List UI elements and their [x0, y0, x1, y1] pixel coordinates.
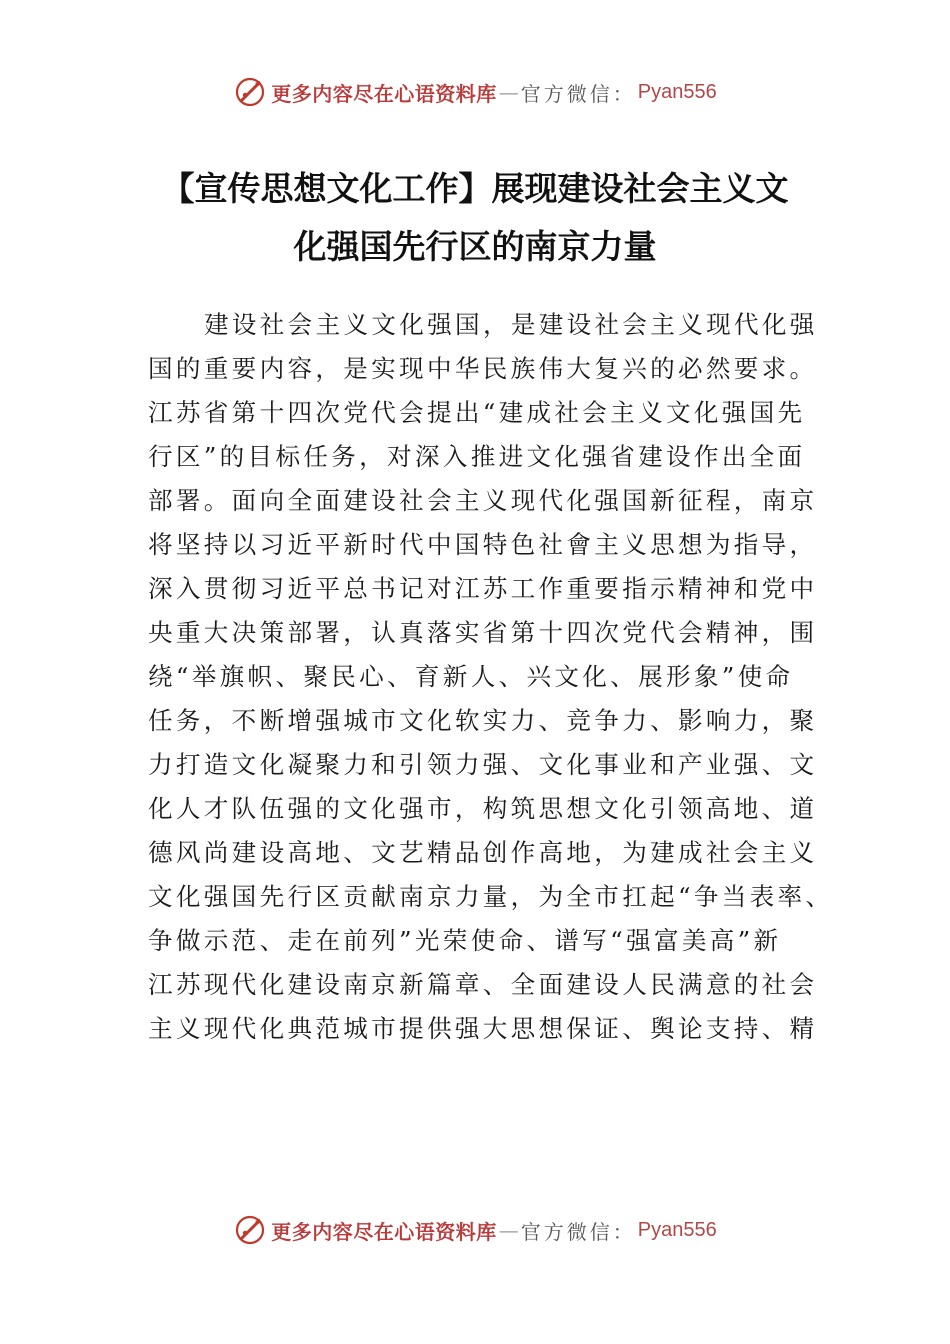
body-line: 力打造文化凝聚力和引领力强、文化事业和产业强、文	[148, 750, 818, 779]
header-brand-text: 更多内容尽在心语资料库	[271, 81, 497, 106]
body-line: 绕“举旗帜、聚民心、育新人、兴文化、展形象”使命	[148, 662, 794, 691]
body-line: 争做示范、走在前列”光荣使命、谱写“强富美高”新	[148, 926, 782, 955]
header-wechat-id: Pyan556	[637, 80, 717, 103]
body-line: 文化强国先行区贡献南京力量，为全市扛起“争当表率、	[148, 882, 834, 911]
body-line: 建设社会主义文化强国，是建设社会主义现代化强	[204, 310, 818, 339]
body-line: 德风尚建设高地、文艺精品创作高地，为建成社会主义	[148, 838, 818, 867]
footer-banner	[0, 1210, 950, 1250]
header-banner	[0, 72, 950, 112]
body-line: 将坚持以习近平新时代中国特色社會主义思想为指导，	[148, 530, 818, 559]
document-title	[100, 160, 850, 276]
pen-circle-logo-icon	[233, 1213, 267, 1247]
footer-separator: —	[498, 1218, 519, 1242]
header-wechat-label: 官方微信：	[520, 81, 636, 106]
footer-brand-text: 更多内容尽在心语资料库	[271, 1219, 497, 1244]
body-line: 江苏省第十四次党代会提出“建成社会主义文化强国先	[148, 398, 806, 427]
title-line-1: 【宣传思想文化工作】展现建设社会主义文	[161, 169, 789, 208]
footer-wechat-id: Pyan556	[637, 1218, 717, 1241]
body-line: 化人才队伍强的文化强市，构筑思想文化引领高地、道	[148, 794, 818, 823]
title-line-2: 化强国先行区的南京力量	[293, 227, 657, 266]
header-separator: —	[498, 80, 519, 104]
pen-circle-logo-icon	[233, 75, 267, 109]
body-paragraph	[148, 303, 834, 1051]
body-line: 深入贯彻习近平总书记对江苏工作重要指示精神和党中	[148, 574, 818, 603]
footer-wechat-label: 官方微信：	[520, 1219, 636, 1244]
body-line: 江苏现代化建设南京新篇章、全面建设人民满意的社会	[148, 970, 818, 999]
body-line: 国的重要内容，是实现中华民族伟大复兴的必然要求。	[148, 354, 818, 383]
body-line: 主义现代化典范城市提供强大思想保证、舆论支持、精	[148, 1014, 818, 1043]
body-line: 央重大决策部署，认真落实省第十四次党代会精神，围	[148, 618, 818, 647]
body-line: 任务，不断增强城市文化软实力、竞争力、影响力，聚	[148, 706, 818, 735]
body-line: 部署。面向全面建设社会主义现代化强国新征程，南京	[148, 486, 818, 515]
body-line: 行区”的目标任务，对深入推进文化强省建设作出全面	[148, 442, 806, 471]
